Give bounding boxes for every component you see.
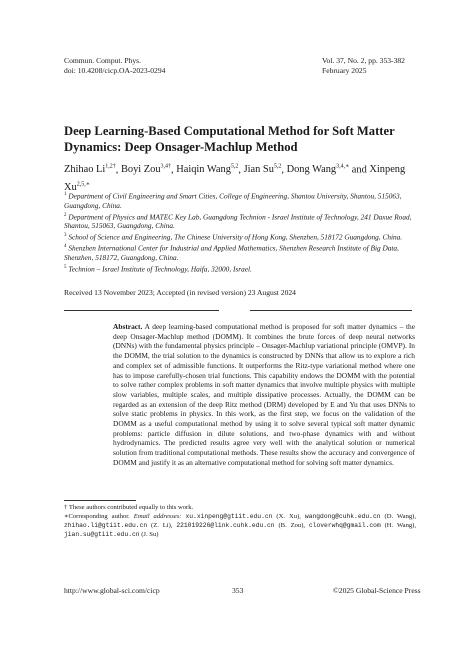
email-link[interactable]: zhihao.li@gtiit.edu.cn [64, 521, 148, 529]
author: Zhihao $Li^{1,2\dagger}$ [64, 164, 116, 176]
email-link[interactable]: jian.su@gtiit.edu.cn [64, 530, 140, 538]
abstract-text: A deep learning-based computational method is proposed for soft matter dynamics – the deep Onsager-Machlup method (DOMM). It combines the brute forces of deep neural networks (DNNs) with the fundamental physics principle – Onsager-Machlup variational principle (OMVP). In the DOMM, the trial solution to the dynamics is constructed by DNNs that allow us to explore a rich and complex set of admissible functions. It outperforms the Ritz-type variational method where one has to impose carefully-chosen trial functions. This capability endows the DOMM with the potential to solve rather complex problems in soft matter dynamics that involve multiple physics with multiple slow variables, multiple scales, and multiple dissipative processes. Actually, the DOMM can be regarded as an extension of the deep Ritz method (DRM) developed by E and Yu that uses DNNs to solve static problems in physics. In this work, as the first step, we focus on the validation of the DOMM as a useful computational method by using it to solve several typical soft matter dynamic problems: particle diffusion in dilute solutions, and two-phase dynamics with and without hydrodynamics. The predicted results agree very well with the analytical solution or numerical solution from traditional computational methods. These results show the accuracy and convergence of DOMM and justify it as an alternative computational method for solving soft matter dynamics. [113, 322, 415, 467]
journal-url[interactable]: http://www.global-sci.com/cicp [64, 586, 160, 595]
affiliation: $^4$ Shenzhen International Center for Industrial and Applied Mathematics, Shenzhen Research Institute of Big Data, Shenzhen, 518172, Guangdong, China. [64, 243, 399, 262]
abstract [113, 322, 415, 468]
paper-title: Deep Learning-Based Computational Method for Soft Matter Dynamics: Deep Onsager-Machlup Method [64, 124, 395, 154]
issue-date: February 2025 [322, 66, 367, 75]
divider-left [64, 310, 219, 311]
affiliation: $^2$ Department of Physics and MATEC Key Lab, Guangdong Technion - Israel Institute of Technology, 241 Daxue Road, Shantou, 515063, Guangdong, China. [64, 211, 412, 231]
author-list: Zhihao $Li^{1,2\dagger}$, Boyi Zou$^{3,4\dagger}$, Haiqin Wang$^{5,2}$, Jian Su$^{5,2}$, Dong Wang$^{3,4,∗}$ and Xinpeng $Xu^{2,5,∗}$ [64, 164, 406, 193]
volume-info: Vol. 37, No. 2, pp. 353-382 [322, 56, 405, 65]
affiliation: $^1$ Department of Civil Engineering and Smart Cities, College of Engineering, Shantou University, Shantou, 515063, Guangdong, China. [64, 191, 402, 210]
email-link[interactable]: 221019226@link.cuhk.edu.cn [176, 521, 275, 529]
doi: doi: 10.4208/cicp.OA-2023-0294 [64, 66, 166, 75]
footnote-rule [64, 500, 136, 501]
copyright: ©2025 Global-Science Press [333, 586, 421, 595]
corresponding-note: ∗Corresponding author. Email addresses: xu.xinpeng@gtiit.edu.cn (X. Xu), wangdong@cuhk.edu.cn (D. Wang), zhihao.li@gtiit.edu.cn (Z. Li), 221019226@link.cuhk.edu.cn (B. Zou), cloverwhq@gmail.com (H. Wang), jian.su@gtiit.edu.cn (J. Su) [64, 512, 417, 538]
footnotes [64, 504, 416, 540]
email-link[interactable]: xu.xinpeng@gtiit.edu.cn [185, 512, 273, 520]
issue-header [322, 56, 405, 76]
journal-name: Commun. Comput. Phys. [64, 56, 142, 65]
equal-contribution-note: † These authors contributed equally to this work. [64, 504, 194, 511]
author: Haiqin Wang$^{5,2}$ [176, 164, 239, 176]
author: Jian Su$^{5,2}$ [243, 164, 282, 176]
page-number: 353 [232, 586, 244, 595]
affiliation: $^5$ Technion – Israel Institute of Technology, Haifa, 32000, Israel. [64, 263, 252, 273]
affiliations [64, 190, 416, 273]
author: Dong Wang$^{3,4,∗}$ [286, 164, 350, 176]
email-link[interactable]: cloverwhq@gmail.com [308, 521, 381, 529]
divider-right [250, 310, 412, 311]
abstract-label: Abstract. [113, 322, 143, 331]
journal-header [64, 56, 165, 76]
author: Boyi Zou$^{3,4\dagger}$ [120, 164, 172, 176]
author: Xinpeng $Xu^{2,5,∗}$ [64, 164, 406, 193]
received-dates: Received 13 November 2023; Accepted (in revised version) 23 August 2024 [64, 288, 296, 297]
email-link[interactable]: wangdong@cuhk.edu.cn [304, 512, 381, 520]
affiliation: $^3$ School of Science and Engineering, The Chinese University of Hong Kong, Shenzhen, 518172 Guangdong, China. [64, 232, 403, 242]
